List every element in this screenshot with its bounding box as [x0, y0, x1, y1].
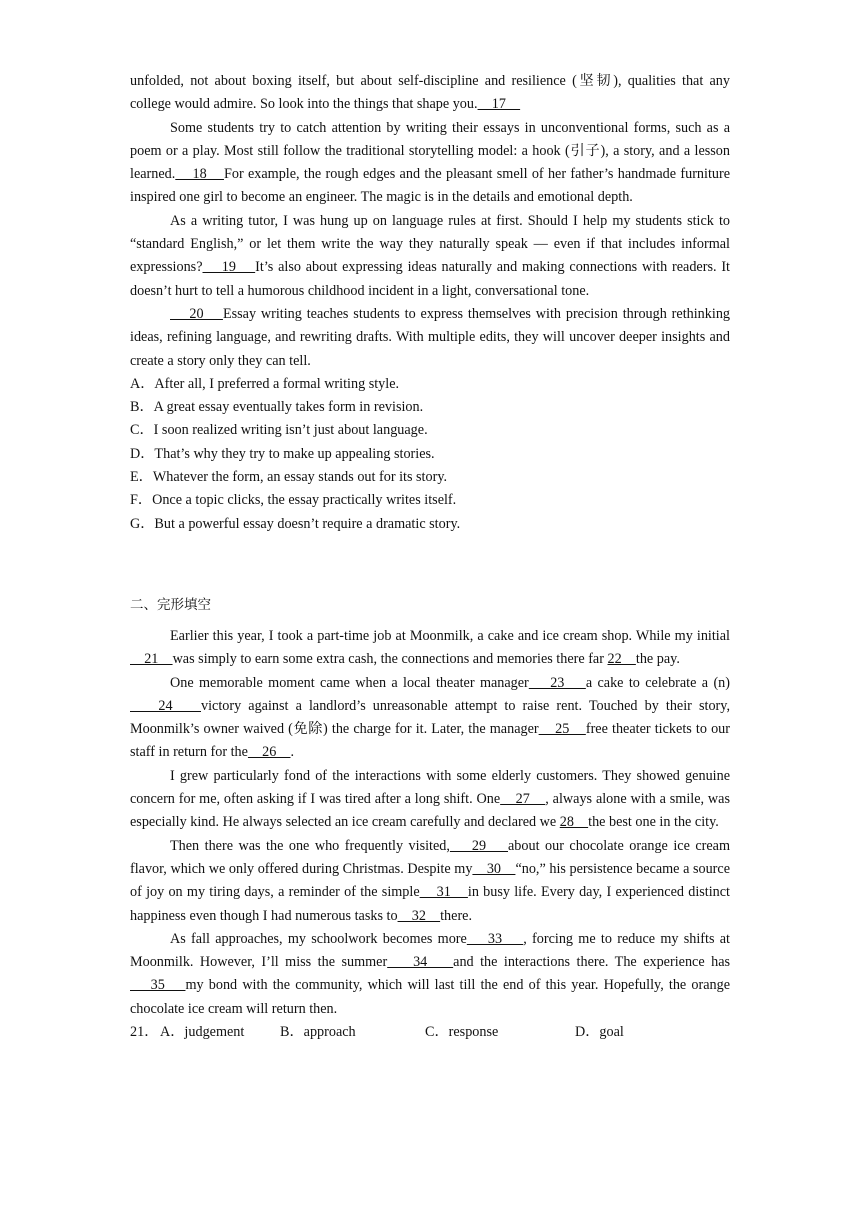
q21-option-c[interactable]: C．response: [425, 1023, 499, 1040]
paragraph-text: As a writing tutor, I was hung up on language rules at first. Should I help my students stick to “standard English,” or let them write the way they naturally speak — even if that includes informal expressions?: [130, 212, 730, 276]
paragraph-text: in busy life. Every day, I experienced distinct happiness even though I had numerous tasks to: [130, 884, 730, 924]
blank-26[interactable]: 26: [247, 744, 291, 761]
blank-19[interactable]: 19: [202, 259, 256, 276]
options-list: [130, 373, 730, 536]
paragraph-4: [130, 303, 730, 373]
paragraph-3: [130, 210, 730, 303]
blank-35[interactable]: 35: [130, 977, 186, 994]
cloze-paragraph-2: [130, 672, 730, 765]
paragraph-text: a cake to celebrate a (n): [585, 674, 730, 691]
blank-21[interactable]: 21: [130, 651, 173, 668]
option-c[interactable]: C．I soon realized writing isn’t just about language.: [130, 422, 428, 439]
paragraph-text: As fall approaches, my schoolwork becomes more: [170, 930, 467, 947]
option-d[interactable]: D．That’s why they try to make up appealing stories.: [130, 445, 435, 462]
cloze-paragraph-1: [130, 625, 730, 672]
option-e[interactable]: E．Whatever the form, an essay stands out for its story.: [130, 469, 448, 486]
document-page: [130, 70, 730, 1044]
blank-27[interactable]: 27: [500, 791, 546, 808]
section-heading: 二、完形填空: [130, 596, 211, 613]
paragraph-text: .: [290, 744, 295, 761]
q21-option-d[interactable]: D．goal: [575, 1023, 624, 1040]
option-g[interactable]: G．But a powerful essay doesn’t require a dramatic story.: [130, 515, 461, 532]
blank-31[interactable]: 31: [419, 884, 468, 901]
q21-option-a[interactable]: A．judgement: [160, 1023, 245, 1040]
paragraph-text: free theater tickets to our staff in return for the: [130, 721, 730, 761]
paragraph-continuation: [130, 70, 730, 117]
paragraph-text: Essay writing teaches students to express themselves with precision through rethinking ideas, refining language, and rewriting drafts. With multiple edits, they will uncover deeper insights and create a story only they can tell.: [130, 305, 731, 369]
paragraph-text: the best one in the city.: [588, 814, 719, 831]
paragraph-text: and the interactions there. The experience has: [453, 954, 731, 971]
paragraph-text: Earlier this year, I took a part-time job at Moonmilk, a cake and ice cream shop. While my initial: [170, 627, 730, 644]
paragraph-text: my bond with the community, which will last till the end of this year. Hopefully, the orange chocolate ice cream will return then.: [130, 977, 730, 1017]
paragraph-text: victory against a landlord’s unreasonable attempt to raise rent. Touched by their story, Moonmilk’s owner waived (免除) the charge for it. Later, the manager: [130, 697, 731, 738]
blank-28[interactable]: 28: [559, 814, 589, 831]
blank-22[interactable]: 22: [607, 651, 636, 668]
paragraph-text: , forcing me to reduce my shifts at Moonmilk. However, I’ll miss the summer: [130, 930, 730, 971]
paragraph-text: For example, the rough edges and the pleasant smell of her father’s handmade furniture inspired one girl to become an engineer. The magic is in the details and emotional depth.: [130, 166, 731, 206]
blank-32[interactable]: 32: [397, 907, 441, 924]
blank-30[interactable]: 30: [472, 860, 516, 877]
paragraph-text: Some students try to catch attention by writing their essays in unconventional forms, such as a poem or a play. Most still follow the traditional storytelling model: a hook (引子), a story, and a lesson learned.: [130, 119, 730, 183]
paragraph-text: the pay.: [635, 651, 680, 668]
paragraph-text: “no,” his persistence became a source of joy on my tiring days, a reminder of the simple: [130, 860, 731, 901]
option-b[interactable]: B．A great essay eventually takes form in revision.: [130, 399, 424, 416]
paragraph-text: I grew particularly fond of the interactions with some elderly customers. They showed genuine concern for me, often asking if I was tired after a long shift. One: [130, 767, 730, 808]
paragraph-text: there.: [440, 907, 473, 924]
paragraph-text: was simply to earn some extra cash, the connections and memories there far: [172, 651, 608, 668]
cloze-paragraph-3: [130, 765, 730, 835]
blank-25[interactable]: 25: [538, 721, 586, 738]
option-f[interactable]: F．Once a topic clicks, the essay practically writes itself.: [130, 492, 457, 509]
question-21-options: [130, 1021, 730, 1044]
blank-20[interactable]: 20: [170, 305, 223, 322]
paragraph-text: One memorable moment came when a local theater manager: [170, 674, 529, 691]
q21-option-b[interactable]: B．approach: [280, 1023, 356, 1040]
blank-23[interactable]: 23: [528, 674, 586, 691]
option-a[interactable]: A．After all, I preferred a formal writing style.: [130, 375, 400, 392]
blank-34[interactable]: 34: [387, 954, 454, 971]
paragraph-text: Then there was the one who frequently visited,: [170, 837, 450, 854]
blank-17[interactable]: 17: [477, 96, 521, 113]
blank-18[interactable]: 18: [175, 166, 224, 183]
paragraph-text: about our chocolate orange ice cream flavor, which we only offered during Christmas. Despite my: [130, 837, 731, 877]
cloze-paragraph-5: [130, 928, 730, 1021]
paragraph-text: unfolded, not about boxing itself, but about self-discipline and resilience (坚韧), qualities that any college would admire. So look into the things that shape you.: [130, 73, 730, 113]
paragraph-text: , always alone with a smile, was especially kind. He always selected an ice cream carefully and declared we: [130, 791, 730, 831]
blank-24[interactable]: 24: [130, 697, 201, 714]
cloze-paragraph-4: [130, 835, 730, 928]
blank-29[interactable]: 29: [449, 837, 508, 854]
paragraph-2: [130, 117, 730, 210]
blank-33[interactable]: 33: [466, 930, 524, 947]
question-number: 21．: [130, 1023, 159, 1040]
paragraph-text: It’s also about expressing ideas naturally and making connections with readers. It doesn’t hurt to tell a humorous childhood incident in a light, conversational tone.: [130, 259, 731, 299]
